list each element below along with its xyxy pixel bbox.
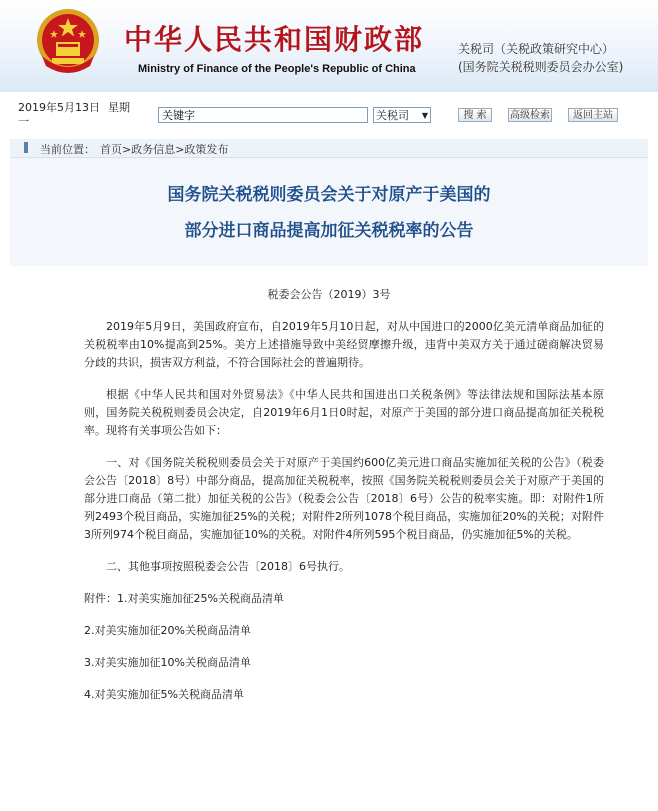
search-button[interactable]: 搜 索 xyxy=(458,108,492,122)
document-number: 税委会公告（2019）3号 xyxy=(267,288,391,301)
attachment-link[interactable]: 4.对美实施加征5%关税商品清单 xyxy=(84,688,244,701)
breadcrumb-path-links[interactable]: 首页>政务信息>政策发布 xyxy=(100,143,229,156)
breadcrumb-marker-icon xyxy=(24,142,28,153)
breadcrumb-label: 当前位置： xyxy=(40,143,95,156)
attachment-link[interactable]: 2.对美实施加征20%关税商品清单 xyxy=(84,624,251,637)
article-title-line-1: 国务院关税税则委员会关于对原产于美国的 xyxy=(167,185,491,205)
breadcrumb xyxy=(10,139,648,158)
article-body xyxy=(84,318,604,718)
article-paragraph: 2019年5月9日，美国政府宣布，自2019年5月10日起，对从中国进口的2000亿美元清单商品加征的关税税率由10%提高到25%。美方上述措施导致中美经贸摩擦升级，违背中美双方关于通过磋商解决贸易分歧的共识，损害双方利益，不符合国际社会的普遍期待。 xyxy=(84,320,604,369)
search-input[interactable] xyxy=(158,107,368,123)
chevron-down-icon: ▼ xyxy=(421,110,428,120)
attachment-link[interactable]: 附件：1.对美实施加征25%关税商品清单 xyxy=(84,592,284,605)
article-title-box xyxy=(10,158,648,266)
ministry-english-name: Ministry of Finance of the People's Republic of China xyxy=(138,63,416,75)
weekday-label: 星期 xyxy=(108,101,130,114)
return-home-button[interactable]: 返回主站 xyxy=(568,108,618,122)
weekday-value: 一 xyxy=(18,115,29,128)
article-paragraph: 根据《中华人民共和国对外贸易法》《中华人民共和国进出口关税条例》等法律法规和国际法基本原则，国务院关税税则委员会决定，自2019年6月1日0时起，对原产于美国的部分进口商品提高加征关税税率。现将有关事项公告如下： xyxy=(84,388,604,437)
article-paragraph: 二、其他事项按照税委会公告〔2018〕6号执行。 xyxy=(106,560,350,573)
search-scope-select[interactable] xyxy=(373,107,431,123)
site-header xyxy=(0,0,658,93)
current-date: 2019年5月13日 xyxy=(18,101,100,114)
article-title-line-2: 部分进口商品提高加征关税税率的公告 xyxy=(184,221,474,241)
article-paragraph: 一、对《国务院关税税则委员会关于对原产于美国约600亿美元进口商品实施加征关税的公告》（税委会公告〔2018〕8号）中部分商品，提高加征关税税率，按照《国务院关税税则委员会关于对原产于美国的部分进口商品（第二批）加征关税的公告》（税委会公告〔2018〕6号）公告的税率实施。即：对附件1所列2493个税目商品，实施加征25%的关税；对附件2所列1078个税目商品，实施加征20%的关税；对附件3所列974个税目商品，实施加征10%的关税。对附件4所列595个税目商品，仍实施加征5%的关税。 xyxy=(84,456,604,541)
advanced-search-button[interactable]: 高级检索 xyxy=(510,110,550,121)
ministry-chinese-name: 中华人民共和国财政部 xyxy=(124,23,425,56)
search-scope-value: 关税司 xyxy=(376,109,409,122)
attachment-link[interactable]: 3.对美实施加征10%关税商品清单 xyxy=(84,656,251,669)
department-subname: (国务院关税税则委员会办公室) xyxy=(458,60,624,74)
national-emblem-icon xyxy=(36,6,100,76)
department-name: 关税司（关税政策研究中心） xyxy=(458,42,615,56)
